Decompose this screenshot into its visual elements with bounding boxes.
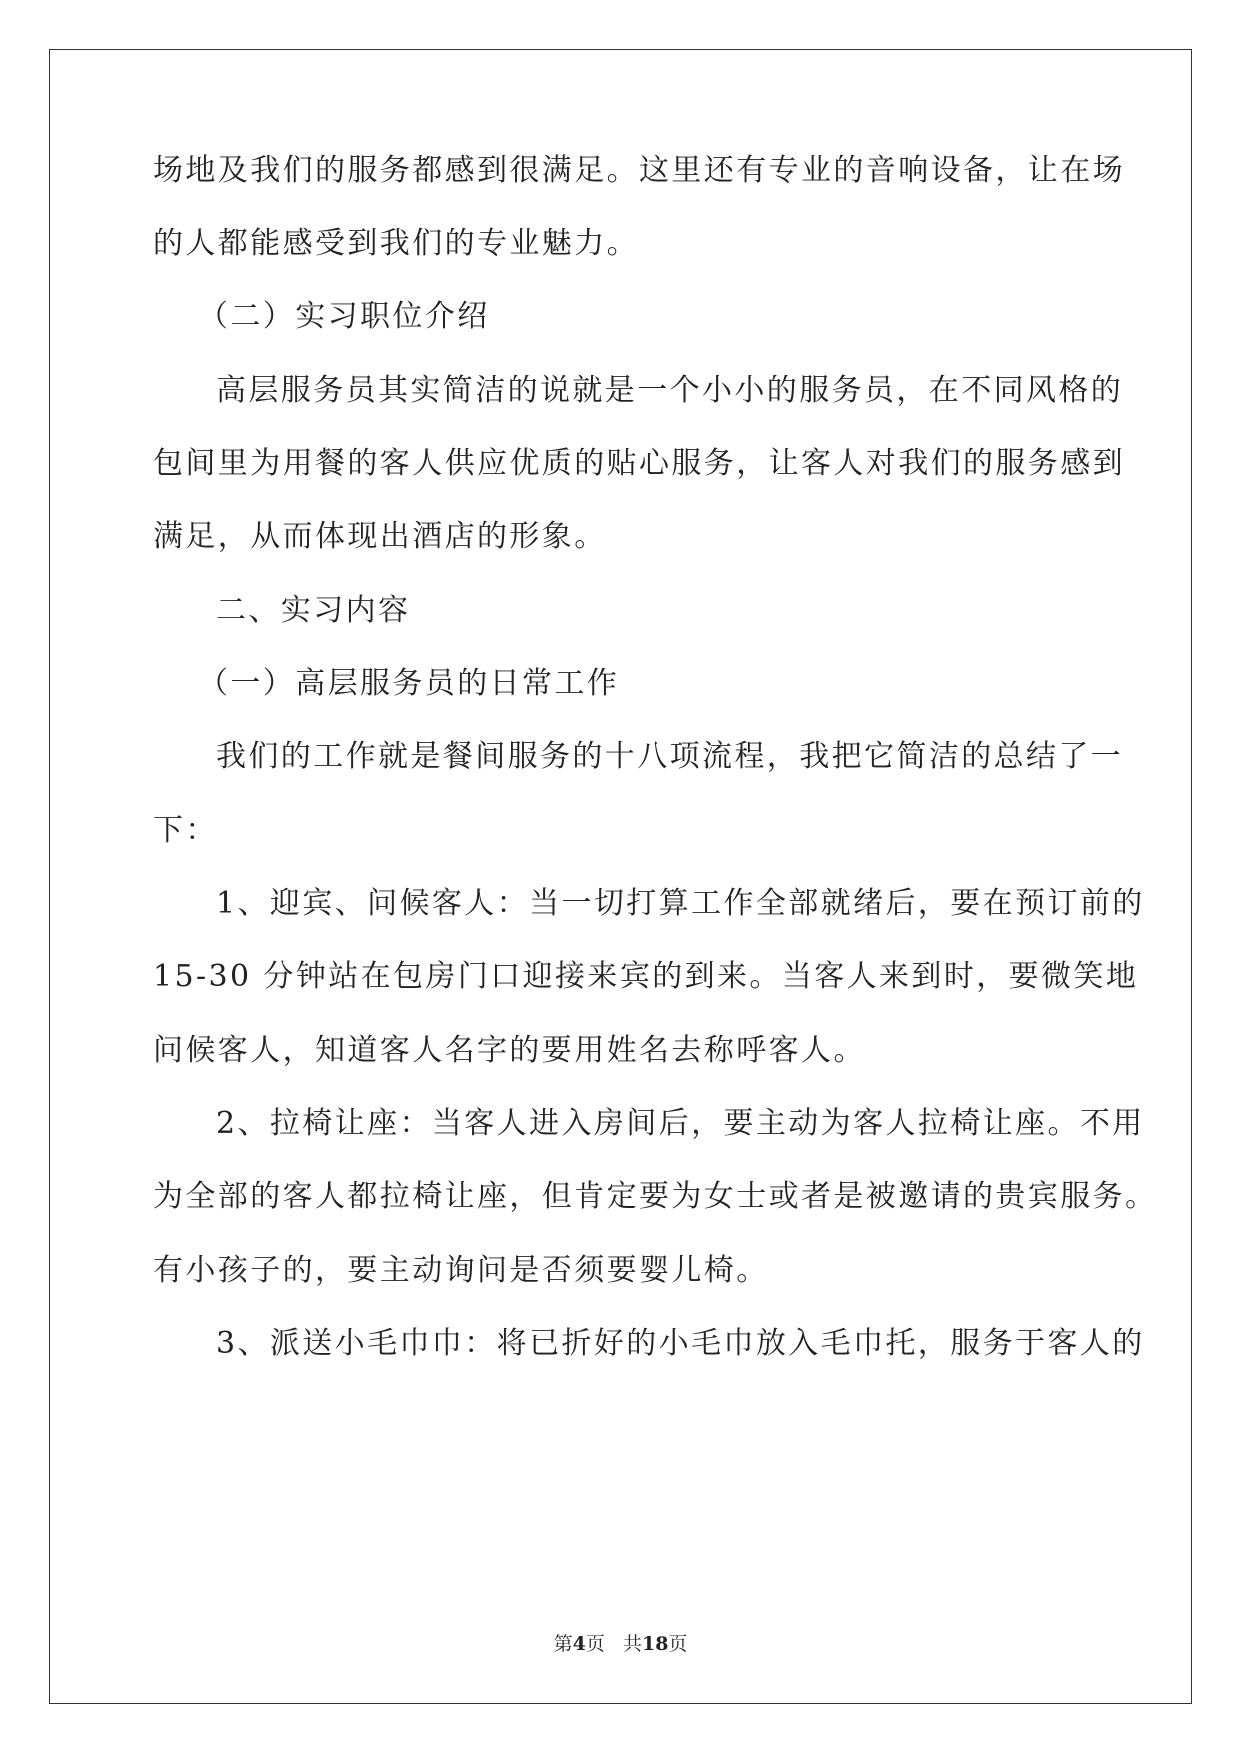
paragraph-line: 2、拉椅让座：当客人进入房间后，要主动为客人拉椅让座。不用 — [216, 1106, 1145, 1141]
paragraph-line: 场地及我们的服务都感到很满足。这里还有专业的音响设备，让在场 — [153, 153, 1125, 188]
paragraph-line: 为全部的客人都拉椅让座，但肯定要为女士或者是被邀请的贵宾服务。 — [153, 1179, 1158, 1214]
paragraph-line: 我们的工作就是餐间服务的十八项流程，我把它简洁的总结了一 — [216, 739, 1124, 774]
total-suffix: 页 — [668, 1633, 688, 1655]
paragraph-line: 15-30 分钟站在包房门口迎接来宾的到来。当客人来到时，要微笑地 — [153, 959, 1139, 994]
section-heading: 二、实习内容 — [216, 593, 411, 628]
paragraph-line: 高层服务员其实简洁的说就是一个小小的服务员，在不同风格的 — [216, 373, 1124, 408]
paragraph-line: 下： — [153, 813, 218, 848]
paragraph-line: 的人都能感受到我们的专业魅力。 — [153, 226, 639, 261]
paragraph-line: 有小孩子的，要主动询问是否须要婴儿椅。 — [153, 1253, 769, 1288]
page-footer — [0, 1632, 1241, 1656]
page-number: 4 — [572, 1633, 586, 1655]
total-prefix: 共 — [622, 1633, 642, 1655]
paragraph-line: 3、派送小毛巾巾：将已折好的小毛巾放入毛巾托，服务于客人的 — [216, 1326, 1145, 1361]
paragraph-line: 1、迎宾、问候客人：当一切打算工作全部就绪后，要在预订前的 — [216, 886, 1145, 921]
paragraph-line: 满足，从而体现出酒店的形象。 — [153, 519, 607, 554]
paragraph-line: 问候客人，知道客人名字的要用姓名去称呼客人。 — [153, 1033, 866, 1068]
total-pages: 18 — [641, 1633, 669, 1655]
section-heading: （二）实习职位介绍 — [198, 299, 490, 334]
page-prefix: 第 — [553, 1633, 573, 1655]
paragraph-line: 包间里为用餐的客人供应优质的贴心服务，让客人对我们的服务感到 — [153, 446, 1125, 481]
section-heading: （一）高层服务员的日常工作 — [198, 666, 620, 701]
page-suffix: 页 — [585, 1633, 605, 1655]
